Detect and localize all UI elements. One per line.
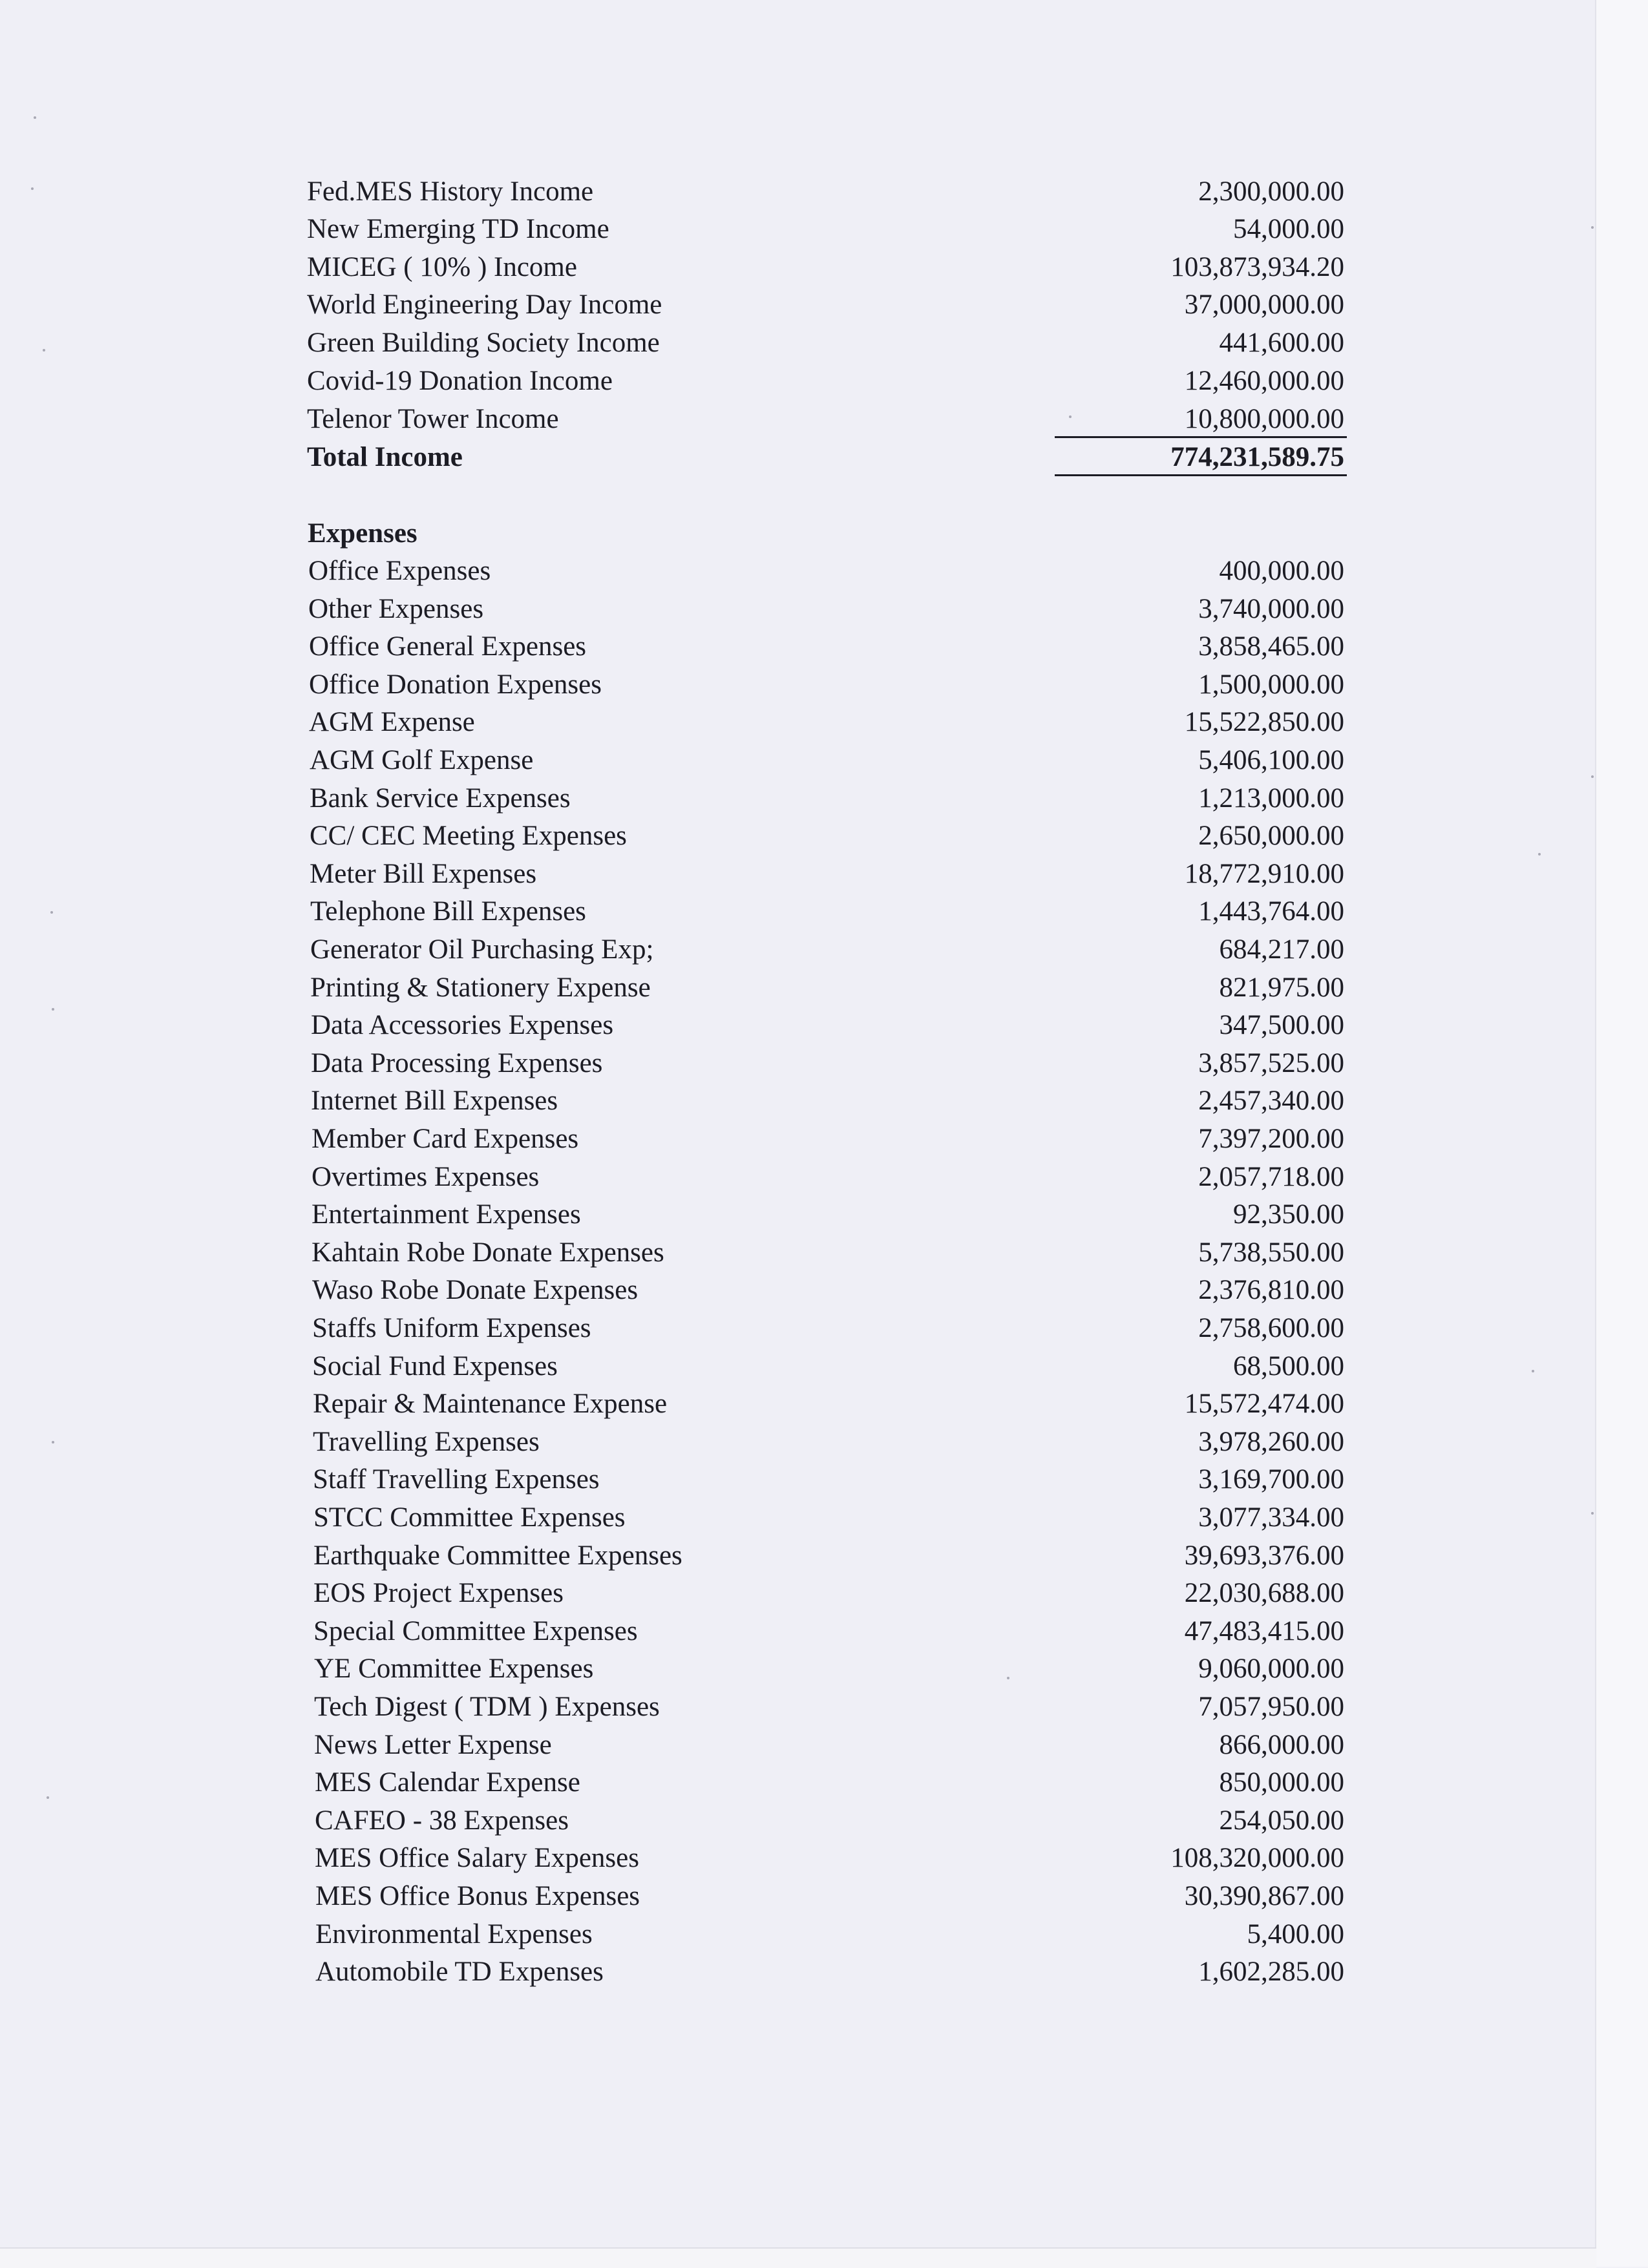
expense-amount: 2,650,000.00 <box>1198 821 1344 851</box>
expense-amount: 1,500,000.00 <box>1198 669 1344 700</box>
expense-label: Environmental Expenses <box>315 1919 593 1949</box>
expense-label: Bank Service Expenses <box>310 783 571 814</box>
expense-amount: 347,500.00 <box>1219 1010 1344 1040</box>
expense-label: Special Committee Expenses <box>313 1616 638 1646</box>
expense-amount: 108,320,000.00 <box>1170 1843 1344 1873</box>
expense-label: CAFEO - 38 Expenses <box>315 1805 569 1836</box>
total-income-row <box>0 439 1596 476</box>
expense-label: Social Fund Expenses <box>312 1351 558 1381</box>
expense-row <box>0 1159 1596 1196</box>
expense-label: Travelling Expenses <box>313 1427 540 1457</box>
expense-row <box>0 931 1596 969</box>
income-row-miceg <box>0 249 1596 286</box>
expense-label: Member Card Expenses <box>312 1124 579 1154</box>
expense-row <box>0 1764 1596 1801</box>
income-label: World Engineering Day Income <box>307 289 662 320</box>
expense-label: Office Donation Expenses <box>309 669 602 700</box>
income-amount: 103,873,934.20 <box>1170 252 1344 282</box>
expense-row <box>0 1423 1596 1461</box>
expense-row <box>0 1650 1596 1688</box>
expense-label: Tech Digest ( TDM ) Expenses <box>314 1692 660 1722</box>
expense-amount: 1,602,285.00 <box>1198 1957 1344 1987</box>
expense-amount: 3,740,000.00 <box>1198 594 1344 624</box>
expense-label: EOS Project Expenses <box>313 1578 564 1608</box>
expense-row <box>0 1348 1596 1385</box>
expense-row <box>0 1840 1596 1877</box>
expense-label: Meter Bill Expenses <box>310 859 537 889</box>
total-rule <box>1055 474 1347 476</box>
expense-row <box>0 1082 1596 1120</box>
expense-amount: 9,060,000.00 <box>1198 1654 1344 1684</box>
subtotal-rule <box>1055 436 1347 438</box>
expense-row <box>0 969 1596 1007</box>
income-row-new-emerging-td <box>0 211 1596 248</box>
expense-amount: 684,217.00 <box>1219 934 1344 965</box>
expense-label: Earthquake Committee Expenses <box>313 1540 682 1571</box>
expense-label: MES Office Salary Expenses <box>315 1843 639 1873</box>
expense-amount: 68,500.00 <box>1233 1351 1344 1381</box>
expense-row <box>0 1499 1596 1537</box>
expense-row <box>0 1310 1596 1347</box>
expense-amount: 15,522,850.00 <box>1184 707 1344 737</box>
expense-amount: 39,693,376.00 <box>1184 1540 1344 1571</box>
expense-label: Entertainment Expenses <box>312 1199 581 1230</box>
income-label: Green Building Society Income <box>307 328 660 358</box>
expense-label: Data Accessories Expenses <box>311 1010 614 1040</box>
income-label: Fed.MES History Income <box>307 176 594 207</box>
expense-row <box>0 704 1596 741</box>
expense-row <box>0 1575 1596 1612</box>
expense-row <box>0 1461 1596 1498</box>
expense-amount: 3,978,260.00 <box>1198 1427 1344 1457</box>
scan-speck <box>34 116 36 119</box>
expense-label: Overtimes Expenses <box>312 1162 540 1192</box>
expense-amount: 5,400.00 <box>1247 1919 1344 1949</box>
expenses-heading-row <box>0 515 1596 552</box>
expense-row <box>0 1385 1596 1423</box>
expense-label: MES Calendar Expense <box>315 1767 580 1798</box>
expense-amount: 2,376,810.00 <box>1198 1275 1344 1305</box>
income-label: Covid-19 Donation Income <box>307 366 613 396</box>
expense-amount: 850,000.00 <box>1219 1767 1344 1798</box>
expense-row <box>0 1045 1596 1082</box>
expense-amount: 7,057,950.00 <box>1198 1692 1344 1722</box>
expense-row <box>0 1916 1596 1953</box>
expense-row <box>0 893 1596 930</box>
expense-amount: 3,077,334.00 <box>1198 1502 1344 1533</box>
expense-amount: 15,572,474.00 <box>1184 1389 1344 1419</box>
expense-row <box>0 1688 1596 1726</box>
expense-label: Waso Robe Donate Expenses <box>312 1275 639 1305</box>
expense-label: Office Expenses <box>308 556 491 586</box>
expense-row <box>0 591 1596 628</box>
expense-label: Internet Bill Expenses <box>311 1086 558 1116</box>
page-edge-bottom <box>0 2247 1596 2268</box>
expense-amount: 3,857,525.00 <box>1198 1048 1344 1078</box>
total-income-amount: 774,231,589.75 <box>1170 442 1344 472</box>
expense-amount: 3,169,700.00 <box>1198 1464 1344 1495</box>
expense-label: News Letter Expense <box>314 1730 552 1760</box>
expense-amount: 3,858,465.00 <box>1198 631 1344 662</box>
income-amount: 2,300,000.00 <box>1198 176 1344 207</box>
income-row-fed-mes-history <box>0 173 1596 211</box>
total-income-label: Total Income <box>307 442 463 472</box>
expense-label: Staff Travelling Expenses <box>313 1464 600 1495</box>
income-amount: 54,000.00 <box>1233 214 1344 244</box>
expense-row <box>0 1272 1596 1309</box>
expense-row <box>0 666 1596 704</box>
expense-amount: 30,390,867.00 <box>1184 1881 1344 1911</box>
expense-label: Telephone Bill Expenses <box>310 896 586 927</box>
expense-label: Automobile TD Expenses <box>315 1957 604 1987</box>
expense-label: Printing & Stationery Expense <box>310 972 651 1003</box>
income-amount: 12,460,000.00 <box>1184 366 1344 396</box>
expense-amount: 22,030,688.00 <box>1184 1578 1344 1608</box>
expense-row <box>0 1007 1596 1044</box>
expense-amount: 1,443,764.00 <box>1198 896 1344 927</box>
expense-amount: 47,483,415.00 <box>1184 1616 1344 1646</box>
expense-row <box>0 1537 1596 1575</box>
expense-label: Generator Oil Purchasing Exp; <box>310 934 654 965</box>
income-row-covid-19-donation <box>0 362 1596 400</box>
expense-amount: 92,350.00 <box>1233 1199 1344 1230</box>
expense-amount: 254,050.00 <box>1219 1805 1344 1836</box>
expense-row <box>0 628 1596 666</box>
expense-label: Data Processing Expenses <box>311 1048 603 1078</box>
expense-label: AGM Expense <box>309 707 475 737</box>
income-row-world-engineering-day <box>0 286 1596 324</box>
expense-label: Other Expenses <box>308 594 484 624</box>
expense-label: MES Office Bonus Expenses <box>315 1881 640 1911</box>
expense-row <box>0 1953 1596 1991</box>
expense-row <box>0 1120 1596 1158</box>
expense-label: Kahtain Robe Donate Expenses <box>312 1237 664 1268</box>
expense-label: Repair & Maintenance Expense <box>313 1389 668 1419</box>
expense-label: Office General Expenses <box>309 631 587 662</box>
income-label: New Emerging TD Income <box>307 214 609 244</box>
expense-amount: 866,000.00 <box>1219 1730 1344 1760</box>
income-amount: 37,000,000.00 <box>1184 289 1344 320</box>
expense-amount: 5,738,550.00 <box>1198 1237 1344 1268</box>
income-amount: 10,800,000.00 <box>1184 404 1344 434</box>
expense-amount: 821,975.00 <box>1219 972 1344 1003</box>
expense-label: AGM Golf Expense <box>310 745 534 775</box>
expense-amount: 2,758,600.00 <box>1198 1313 1344 1343</box>
expense-row <box>0 1234 1596 1272</box>
expense-row <box>0 1878 1596 1915</box>
expense-row <box>0 1802 1596 1840</box>
income-label: Telenor Tower Income <box>307 404 559 434</box>
expense-amount: 2,057,718.00 <box>1198 1162 1344 1192</box>
expense-amount: 7,397,200.00 <box>1198 1124 1344 1154</box>
expense-label: YE Committee Expenses <box>314 1654 594 1684</box>
expense-row <box>0 780 1596 817</box>
expense-row <box>0 856 1596 893</box>
income-amount: 441,600.00 <box>1219 328 1344 358</box>
income-row-green-building-society <box>0 324 1596 362</box>
expense-amount: 2,457,340.00 <box>1198 1086 1344 1116</box>
expenses-heading: Expenses <box>308 518 417 549</box>
expense-row <box>0 1727 1596 1764</box>
expense-row <box>0 552 1596 590</box>
expense-label: CC/ CEC Meeting Expenses <box>310 821 627 851</box>
expense-amount: 400,000.00 <box>1219 556 1344 586</box>
expense-amount: 18,772,910.00 <box>1184 859 1344 889</box>
income-row-telenor-tower <box>0 401 1596 438</box>
expense-row <box>0 742 1596 779</box>
expense-label: Staffs Uniform Expenses <box>312 1313 591 1343</box>
expense-row <box>0 817 1596 855</box>
expense-amount: 5,406,100.00 <box>1198 745 1344 775</box>
expense-row <box>0 1196 1596 1234</box>
expense-amount: 1,213,000.00 <box>1198 783 1344 814</box>
page-edge-right <box>1595 0 1648 2267</box>
expense-label: STCC Committee Expenses <box>313 1502 626 1533</box>
income-label: MICEG ( 10% ) Income <box>307 252 577 282</box>
expense-row <box>0 1613 1596 1650</box>
